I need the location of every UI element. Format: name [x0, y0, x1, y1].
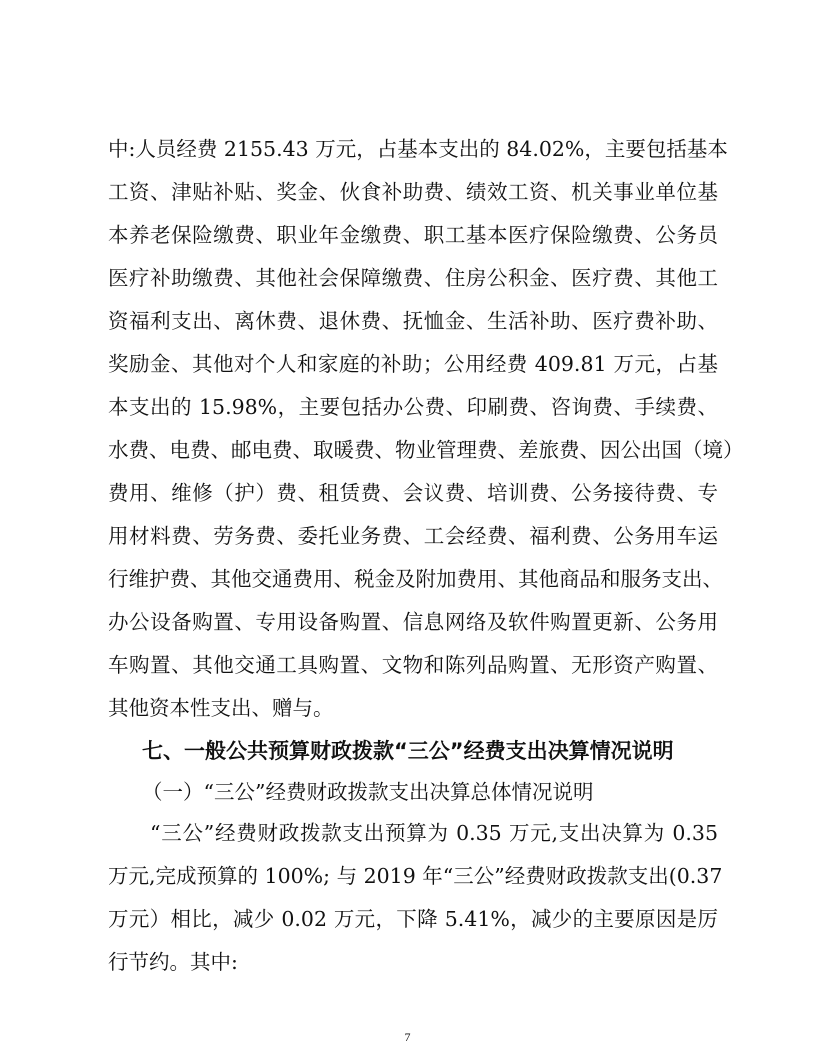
- body-line-7: 本支出的 15.98%，主要包括办公费、印刷费、咨询费、手续费、: [108, 395, 718, 419]
- body-line-1: 中:人员经费 2155.43 万元，占基本支出的 84.02%，主要包括基本: [108, 137, 728, 161]
- body-line-11: 行维护费、其他交通费用、税金及附加费用、其他商品和服务支出、: [108, 567, 723, 591]
- page-number: 7: [404, 1030, 411, 1044]
- body-line-6: 奖励金、其他对个人和家庭的补助；公用经费 409.81 万元，占基: [108, 352, 718, 376]
- section-heading: 七、一般公共预算财政拨款“三公”经费支出决算情况说明: [142, 739, 674, 763]
- body-line-5: 资福利支出、离休费、退休费、抚恤金、生活补助、医疗费补助、: [108, 309, 718, 333]
- paragraph2-line-1: “三公”经费财政拨款支出预算为 0.35 万元,支出决算为 0.35: [150, 821, 718, 845]
- subsection-heading: （一）“三公”经费财政拨款支出决算总体情况说明: [142, 780, 594, 804]
- paragraph2-line-2: 万元,完成预算的 100%; 与 2019 年“三公”经费财政拨款支出(0.37: [108, 864, 723, 888]
- body-line-8: 水费、电费、邮电费、取暖费、物业管理费、差旅费、因公出国（境）: [108, 438, 744, 462]
- body-line-2: 工资、津贴补贴、奖金、伙食补助费、绩效工资、机关事业单位基: [108, 180, 718, 204]
- body-line-4: 医疗补助缴费、其他社会保障缴费、住房公积金、医疗费、其他工: [108, 266, 718, 290]
- paragraph2-line-3: 万元）相比，减少 0.02 万元，下降 5.41%，减少的主要原因是厉: [108, 907, 718, 931]
- body-line-14: 其他资本性支出、赠与。: [108, 696, 334, 720]
- body-line-10: 用材料费、劳务费、委托业务费、工会经费、福利费、公务用车运: [108, 524, 718, 548]
- body-line-3: 本养老保险缴费、职业年金缴费、职工基本医疗保险缴费、公务员: [108, 223, 718, 247]
- body-line-12: 办公设备购置、专用设备购置、信息网络及软件购置更新、公务用: [108, 610, 718, 634]
- paragraph2-line-4: 行节约。其中:: [108, 950, 238, 974]
- body-line-9: 费用、维修（护）费、租赁费、会议费、培训费、公务接待费、专: [108, 481, 718, 505]
- body-line-13: 车购置、其他交通工具购置、文物和陈列品购置、无形资产购置、: [108, 653, 718, 677]
